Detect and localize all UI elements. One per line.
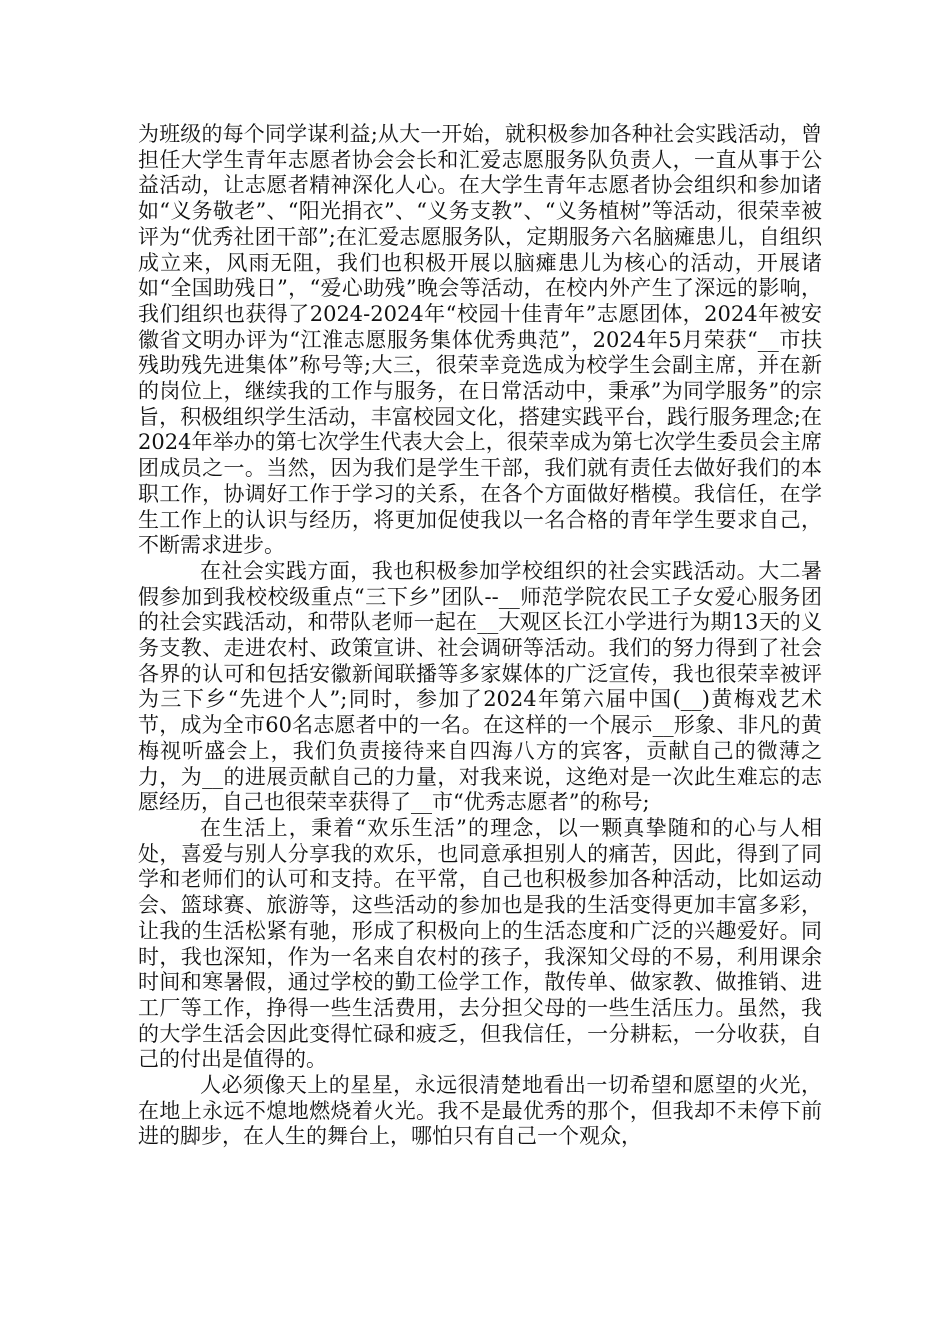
paragraph-social-practice: 在社会实践方面，我也积极参加学校组织的社会实践活动。大二暑假参加到我校校级重点“三下乡”团队--__师范学院农民工子女爱心服务团的社会实践活动，和带队老师一起在__大观区长江小学进行为期13天的义务支教、走进农村、政策宣讲、社会调研等活动。我们的努力得到了社会各界的认可和包括安徽新闻联播等多家媒体的广泛宣传，我也很荣幸被评为三下乡“先进个人”;同时，参加了2024年第六届中国(__)黄梅戏艺术节，成为全市60名志愿者中的一名。在这样的一个展示__形象、非凡的黄梅视听盛会上，我们负责接待来自四海八方的宾客，贡献自己的微薄之力，为__的进展贡献自己的力量，对我来说，这绝对是一次此生难忘的志愿经历，自己也很荣幸获得了__市“优秀志愿者”的称号; (138, 558, 822, 815)
paragraph-closing: 人必须像天上的星星，永远很清楚地看出一切希望和愿望的火光，在地上永远不熄地燃烧着火光。我不是最优秀的那个，但我却不未停下前进的脚步，在人生的舞台上，哪怕只有自己一个观众， (138, 1073, 822, 1149)
paragraph-daily-life: 在生活上，秉着“欢乐生活”的理念，以一颗真挚随和的心与人相处，喜爱与别人分享我的欢乐，也同意承担别人的痛苦，因此，得到了同学和老师们的认可和支持。在平常，自己也积极参加各种活动，比如运动会、篮球赛、旅游等，这些活动的参加也是我的生活变得更加丰富多彩，让我的生活松紧有驰，形成了积极向上的生活态度和广泛的兴趣爱好。同时，我也深知，作为一名来自农村的孩子，我深知父母的不易，利用课余时间和寒暑假，通过学校的勤工俭学工作，散传单、做家教、做推销、进工厂等工作，挣得一些生活费用，去分担父母的一些生活压力。虽然，我的大学生活会因此变得忙碌和疲乏，但我信任，一分耕耘，一分收获，自己的付出是值得的。 (138, 815, 822, 1072)
document-body (138, 122, 822, 1150)
paragraph-student-work: 为班级的每个同学谋利益;从大一开始，就积极参加各种社会实践活动，曾担任大学生青年志愿者协会会长和汇爱志愿服务队负责人，一直从事于公益活动，让志愿者精神深化人心。在大学生青年志愿者协会组织和参加诸如“义务敬老”、“阳光捐衣”、“义务支教”、“义务植树”等活动，很荣幸被评为“优秀社团干部”;在汇爱志愿服务队，定期服务六名脑瘫患儿，自组织成立来，风雨无阻，我们也积极开展以脑瘫患儿为核心的活动，开展诸如“全国助残日”，“爱心助残”晚会等活动，在校内外产生了深远的影响，我们组织也获得了2024-2024年“校园十佳青年”志愿团体，2024年被安徽省文明办评为“江淮志愿服务集体优秀典范”，2024年5月荣获“__市扶残助残先进集体”称号等;大三，很荣幸竞选成为校学生会副主席，并在新的岗位上，继续我的工作与服务，在日常活动中，秉承”为同学服务”的宗旨，积极组织学生活动，丰富校园文化，搭建实践平台，践行服务理念;在2024年举办的第七次学生代表大会上，很荣幸成为第七次学生委员会主席团成员之一。当然，因为我们是学生干部，我们就有责任去做好我们的本职工作，协调好工作于学习的关系，在各个方面做好楷模。我信任，在学生工作上的认识与经历，将更加促使我以一名合格的青年学生要求自己，不断需求进步。 (138, 122, 822, 558)
